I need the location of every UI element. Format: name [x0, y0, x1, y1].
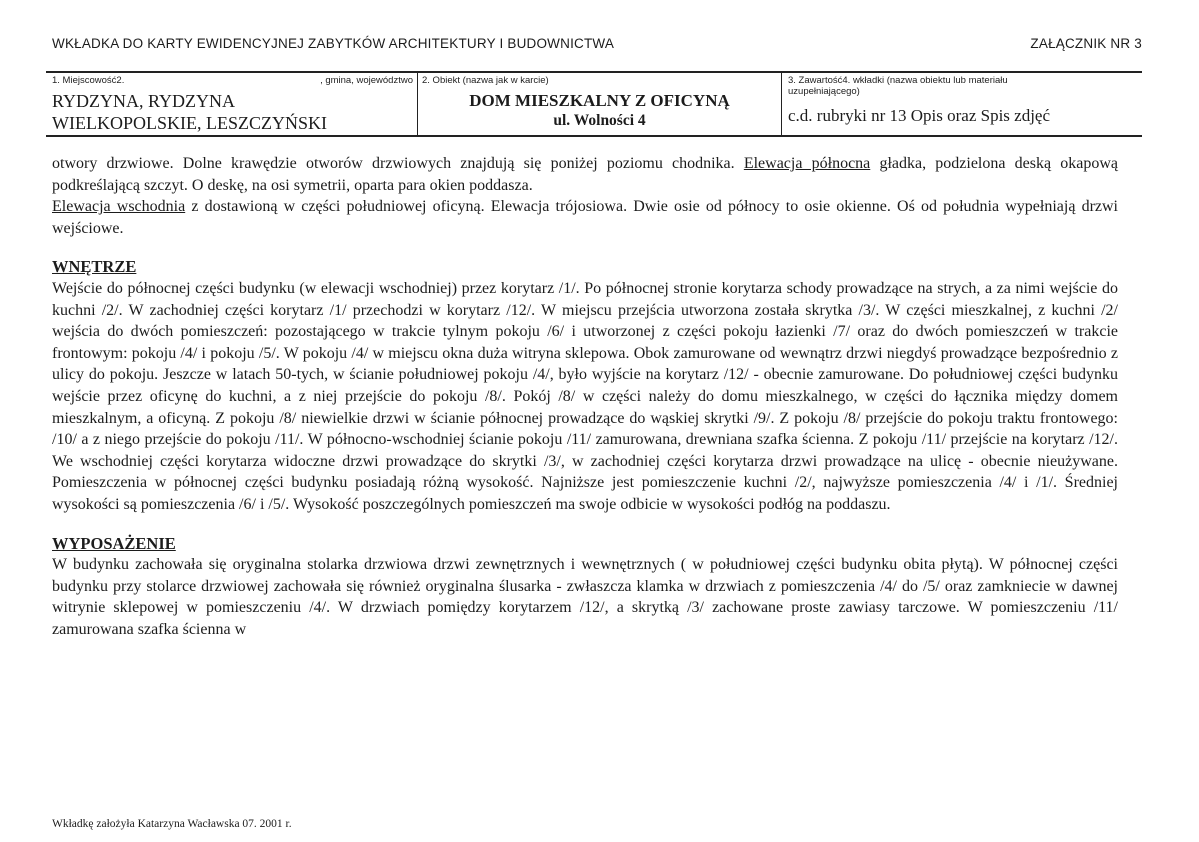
location-field [46, 73, 418, 135]
text-span: gładka, podzielona deską okapową podkreślającą szczyt. O deskę, na osi symetrii, oparta para okien poddasza. [52, 155, 1119, 194]
location-label-suffix: , gmina, województwo [320, 75, 413, 86]
paragraph-equipment: W budynku zachowała się oryginalna stolarka drzwiowa drzwi zewnętrznych i wewnętrznych ( w południowej części budynku obita płytą). W północnej części budynku przy stolarce drzwiowej zachowała się również oryginalna ślusarka - zwłaszcza klamka w drzwiach z pomieszczenia /4/ do /5/ oraz zamkniecie w dawnej witrynie sklepowej w pomieszczeniu /4/. W drzwiach pomiędzy korytarzem /12/, a skrytką /3/ zachowane proste zawiasy tarczowe. W pomieszczeniu /11/ zamurowana szafka ścienna w [52, 556, 1118, 638]
text-span: z dostawioną w części południowej oficyną. Elewacja trójosiowa. Dwie osie od północy to osie okienne. Oś od południa wypełniają drzwi wejściowe. [52, 198, 1118, 237]
document-title: WKŁADKA DO KARTY EWIDENCYJNEJ ZABYTKÓW ARCHITEKTURY I BUDOWNICTWA [52, 36, 615, 51]
contents-label: 3. Zawartość4. wkładki (nazwa obiektu lub materiału uzupełniającego) [788, 75, 1008, 97]
paragraph-east-elevation [52, 196, 1118, 239]
document-body [52, 153, 1118, 640]
contents-field [782, 73, 1142, 135]
paragraph-north-elevation [52, 153, 1118, 196]
object-value [418, 91, 781, 131]
form-header-table [46, 71, 1142, 137]
underlined-term: Elewacja północna [743, 155, 871, 172]
location-label: 1. Miejscowość2. [52, 75, 125, 86]
page-header [52, 36, 1142, 51]
underlined-term: Elewacja wschodnia [52, 198, 186, 216]
section-heading-interior: WNĘTRZE [52, 257, 137, 277]
section-heading-equipment: WYPOSAŻENIE [52, 533, 176, 553]
contents-value: c.d. rubryki nr 13 Opis oraz Spis zdjęć [788, 106, 1051, 125]
location-value [52, 90, 327, 134]
text-span: otwory drzwiowe. Dolne krawędzie otworów drzwiowych znajdują się poniżej poziomu chodnika. [52, 155, 744, 172]
object-name: DOM MIESZKALNY Z OFICYNĄ [469, 91, 730, 110]
author-footer: Wkładkę założyła Katarzyna Wacławska 07. 2001 r. [52, 818, 292, 830]
location-line-2: WIELKOPOLSKIE, LESZCZYŃSKI [52, 113, 327, 133]
location-line-1: RYDZYNA, RYDZYNA [52, 91, 236, 111]
attachment-number: ZAŁĄCZNIK NR 3 [1030, 36, 1142, 51]
object-field [418, 73, 782, 135]
paragraph-interior: Wejście do północnej części budynku (w elewacji wschodniej) przez korytarz /1/. Po północnej stronie korytarza schody prowadzące na strych, a za nimi wejście do kuchni /2/. W zachodniej części korytarz /1/ przechodzi w korytarz /12/. W miejscu przejścia utworzona została skrytka /3/. W części mieszkalnej, z kuchni /2/ wejścia do dwóch pomieszczeń: pozostającego w trakcie tylnym pokoju /6/ i utworzonej z części pokoju łazienki /7/ oraz do dwóch pomieszczeń w trakcie frontowym: pokoju /4/ i pokoju /5/. W pokoju /4/ w miejscu okna duża witryna sklepowa. Obok zamurowane od wewnątrz drzwi niegdyś prowadzące bezpośrednio z ulicy do pokoju. Jeszcze w latach 50-tych, w ścianie południowej pokoju /4/, było wyjście na korytarz /12/ - obecnie zamurowane. Do południowej części budynku wejście przez oficynę do kuchni, a z niej przejście do pokoju /8/. Pokój /8/ w części należy do domu mieszkalnego, w części do łącznika między domem mieszkalnym, a oficyną. Z pokoju /8/ niewielkie drzwi w ścianie północnej prowadzące do wąskiej skrytki /9/. Z pokoju /8/ przejście do pokoju traktu frontowego: /10/ a z niego przejście do pokoju /11/. W północno-wschodniej ścianie pokoju /11/ zamurowana, drewniana szafka ścienna. Z pokoju /11/ przejście na korytarz /12/. We wschodniej części korytarza widoczne drzwi prowadzące do skrytki /3/, w zachodniej części korytarza drzwi prowadzące na ulicę - obecnie nieużywane. Pomieszczenia w północnej części budynku posiadają różną wysokość. Najniższe jest pomieszczenie kuchni /2/, najwyższe pomieszczenia /4/ i /1/. Średniej wysokości są pomieszczenia /6/ i /5/. Wysokość poszczególnych pomieszczeń ma swoje odbicie w wysokości podłóg na poddaszu. [52, 279, 1118, 513]
object-address: ul. Wolności 4 [553, 112, 646, 129]
object-label: 2. Obiekt (nazwa jak w karcie) [422, 75, 549, 86]
